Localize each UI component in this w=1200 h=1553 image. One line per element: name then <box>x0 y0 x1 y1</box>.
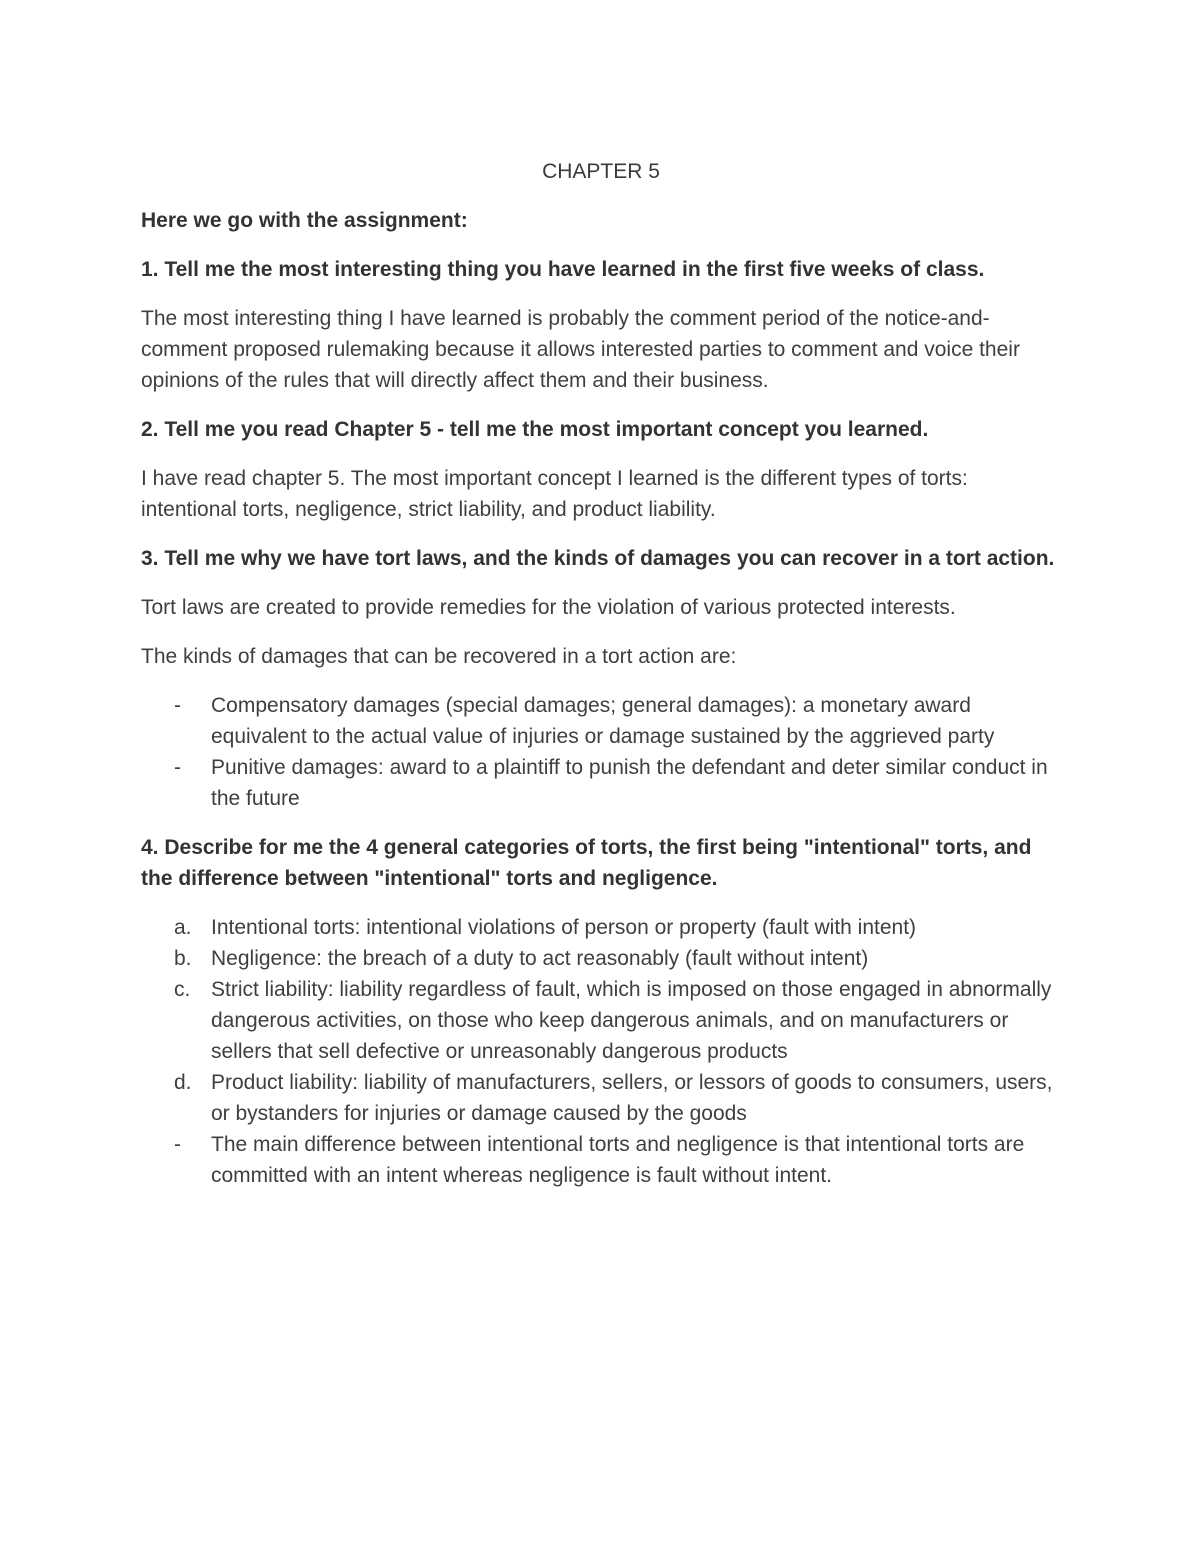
question-3-answer-2: The kinds of damages that can be recovered in a tort action are: <box>141 645 737 668</box>
question-3-answer-1: Tort laws are created to provide remedies for the violation of various protected interests. <box>141 596 956 619</box>
question-1-heading: 1. Tell me the most interesting thing you have learned in the first five weeks of class. <box>141 258 985 281</box>
list-item-text: Negligence: the breach of a duty to act reasonably (fault without intent) <box>211 947 869 970</box>
damages-list <box>141 690 1061 814</box>
question-4-heading: 4. Describe for me the 4 general categories of torts, the first being "intentional" torts, and the difference between "intentional" torts and negligence. <box>141 836 1032 890</box>
question-2-heading: 2. Tell me you read Chapter 5 - tell me the most important concept you learned. <box>141 418 929 441</box>
list-item-text: Product liability: liability of manufacturers, sellers, or lessors of goods to consumers, users, or bystanders for injuries or damage caused by the goods <box>211 1071 1053 1125</box>
intro-heading: Here we go with the assignment: <box>141 209 468 232</box>
question-3-heading: 3. Tell me why we have tort laws, and the kinds of damages you can recover in a tort action. <box>141 547 1055 570</box>
list-marker: d. <box>174 1071 192 1094</box>
list-marker: - <box>174 694 181 717</box>
tort-categories-list <box>141 912 1061 1191</box>
question-2-answer: I have read chapter 5. The most important concept I learned is the different types of torts: intentional torts, negligence, strict liability, and product liability. <box>141 467 968 521</box>
list-item-text: Compensatory damages (special damages; general damages): a monetary award equivalent to the actual value of injuries or damage sustained by the aggrieved party <box>211 694 995 748</box>
list-item <box>141 974 1061 1067</box>
list-item-text: Intentional torts: intentional violations of person or property (fault with intent) <box>211 916 917 939</box>
list-item-text: Punitive damages: award to a plaintiff to punish the defendant and deter similar conduct in the future <box>211 756 1048 810</box>
list-item <box>141 1129 1061 1191</box>
list-item <box>141 943 1061 974</box>
list-marker: - <box>174 1133 181 1156</box>
list-item-text: The main difference between intentional torts and negligence is that intentional torts are committed with an intent whereas negligence is fault without intent. <box>211 1133 1025 1187</box>
list-item <box>141 912 1061 943</box>
document-page <box>141 156 1061 1209</box>
list-marker: c. <box>174 978 191 1001</box>
question-1-answer: The most interesting thing I have learned is probably the comment period of the notice-and-comment proposed rulemaking because it allows interested parties to comment and voice their opinions of the rules that will directly affect them and their business. <box>141 307 1020 392</box>
list-item-text: Strict liability: liability regardless of fault, which is imposed on those engaged in abnormally dangerous activities, on those who keep dangerous animals, and on manufacturers or sellers that sell defective or unreasonably dangerous products <box>211 978 1052 1063</box>
list-item <box>141 690 1061 752</box>
list-item <box>141 752 1061 814</box>
list-marker: a. <box>174 916 192 939</box>
list-marker: - <box>174 756 181 779</box>
chapter-title: CHAPTER 5 <box>542 160 660 183</box>
list-marker: b. <box>174 947 192 970</box>
list-item <box>141 1067 1061 1129</box>
